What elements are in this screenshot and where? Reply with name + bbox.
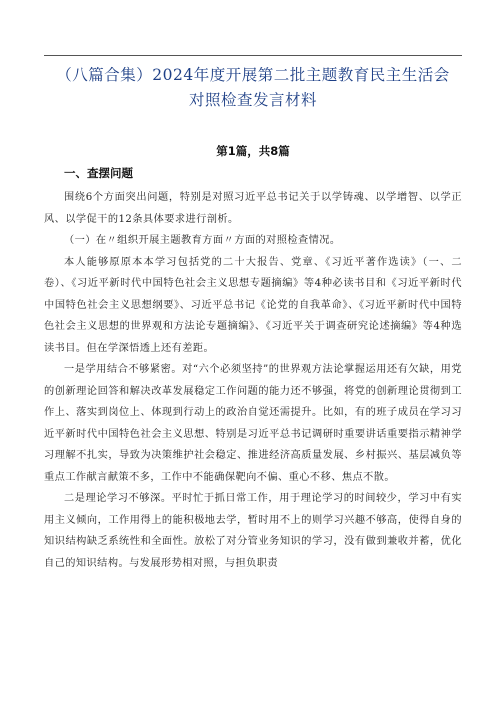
paragraph-point-two: 二是理论学习不够深。平时忙于抓日常工作，用于理论学习的时间较少，学习中有实用主义倾向，工作用得上的能积极地去学，暂时用不上的则学习兴趣不够高，使得自身的知识结构缺乏系统性和全面性。放松了对分管业务知识的学习，没有做到兼收并蓄，优化自己的知识结构。与发展形势相对照，与担负职责 (44, 493, 462, 569)
title-line-1: （八篇合集）2024年度开展第二批主题教育民主生活会 (56, 66, 450, 84)
paragraph-subheading: （一）在〃组织开展主题教育方面〃方面的对照检查情况。 (64, 235, 341, 246)
document-body (44, 162, 462, 574)
paragraph-intro: 围绕6个方面突出问题，特别是对照习近平总书记关于以学铸魂、以学增智、以学正风、以学促干的12条具体要求进行剖析。 (44, 192, 462, 225)
document-title (40, 63, 466, 113)
paragraph-point-one: 一是学用结合不够紧密。对“六个必须坚持”的世界观方法论掌握运用还有欠缺，用党的创新理论回答和解决改革发展稳定工作问题的能力还不够强，将党的创新理论贯彻到工作上、落实到岗位上、体现到行动上的政治自觉还需提升。比如，有的班子成员在学习习近平新时代中国特色社会主义思想、特别是习近平总书记调研时重要讲话重要指示精神学习理解不扎实，导致为决策维护社会稳定、推进经济高质量发展、乡村振兴、基层减负等重点工作献言献策不多，工作中不能确保靶向不偏、重心不移、焦点不散。 (44, 364, 462, 483)
section-heading: 一、查摆问题 (64, 166, 133, 180)
paragraph-study: 本人能够原原本本学习包括党的二十大报告、党章、《习近平著作选读》（一、二卷）、《习近平新时代中国特色社会主义思想专题摘编》等4种必读书目和《习近平新时代中国特色社会主义思想纲要》、习近平总书记《论党的自我革命》、《习近平新时代中国特色社会主义思想的世界观和方法论专题摘编》、《习近平关于调查研究论述摘编》等4种选读书目。但在学深悟透上还有差距。 (44, 256, 462, 354)
part-indicator: 第1篇，共8篇 (216, 144, 290, 158)
title-line-2: 对照检查发言材料 (188, 91, 317, 109)
header-rule (44, 55, 462, 56)
